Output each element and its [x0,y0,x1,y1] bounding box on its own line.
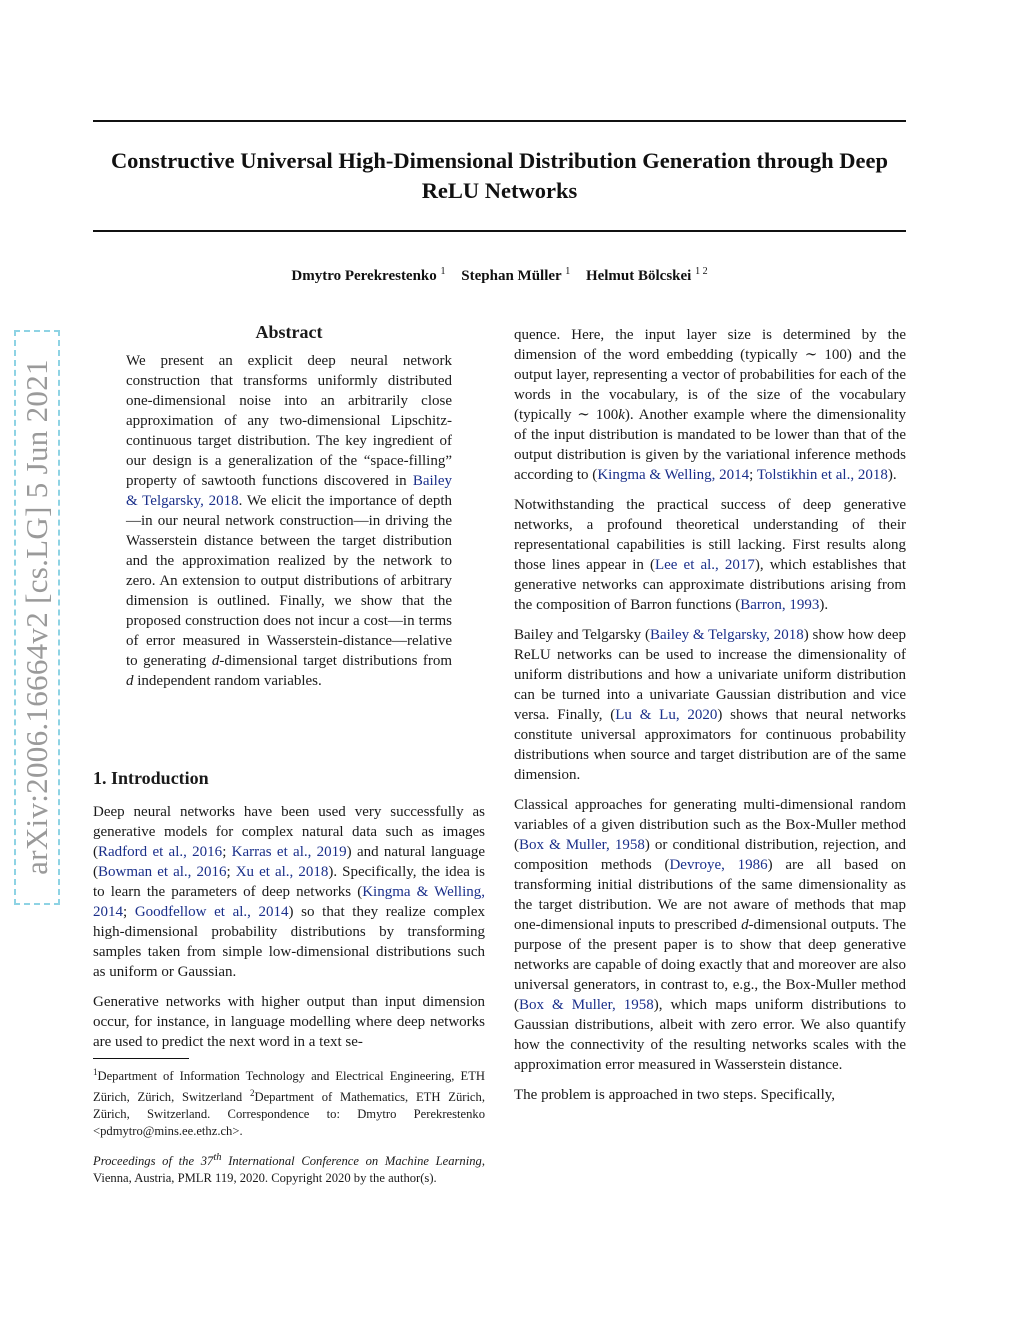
author-name: Dmytro Perekrestenko [291,268,437,284]
paragraph: The problem is approached in two steps. Specifically, [514,1087,836,1103]
footnote-affiliations: $^1$Department of Information Technology and Electrical Engineering, ETH Zürich, Zürich, Switzerland $^2$Department of Mathematics, ETH Zürich, Zürich, Switzerland. Correspondence to: Dmytro Perekrestenko <pdmytro@mins.ee.ethz.ch>. [93,1067,485,1139]
right-column-text [514,325,906,1115]
arxiv-identifier[interactable]: arXiv:2006.16664v2 [cs.LG] 5 Jun 2021 [19,359,54,875]
paragraph: Notwithstanding the practical success of deep generative networks, a profound theoretical understanding of their representational capabilities is still lacking. First results along those lines appear in (Lee et al., 2017), which establishes that generative networks can approximate distributions arising from the composition of Barron functions (Barron, 1993). [514,497,906,613]
proceedings-note: Proceedings of the 37th International Conference on Machine Learning, Vienna, Austria, PMLR 119, 2020. Copyright 2020 by the author(s). [93,1152,485,1186]
author-name: Stephan Müller [461,268,562,284]
abstract-heading: Abstract [255,322,323,342]
citation-link[interactable]: Bowman et al., 2016 [98,864,227,880]
citation-link[interactable]: Xu et al., 2018 [235,864,329,880]
citation-link[interactable]: Karras et al., 2019 [231,844,347,860]
citation-link[interactable]: Kingma & Welling, 2014 [93,884,485,920]
paper-title: Constructive Universal High-Dimensional Distribution Generation through Deep ReLU Networks [110,148,889,203]
citation-link[interactable]: Lu & Lu, 2020 [615,707,718,723]
introduction-text [93,802,485,1062]
footnote-rule [93,1058,189,1059]
author-affiliation: 1 [565,266,571,277]
paragraph: Deep neural networks have been used very successfully as generative models for complex natural data such as images (Radford et al., 2016; Karras et al., 2019) and natural language (Bowman et al., 2016; Xu et al., 2018). Specifically, the idea is to learn the parameters of deep networks (Kingma & Welling, 2014; Goodfellow et al., 2014) so that they realize complex high-dimensional probability distributions by transforming samples taken from simple low-dimensional distributions such as uniform or Gaussian. [93,804,486,980]
citation-link[interactable]: Barron, 1993 [740,597,820,613]
title-bottom-rule [93,230,906,232]
citation-link[interactable]: Bailey & Telgarsky, 2018 [126,473,452,509]
citation-link[interactable]: Box & Muller, 1958 [519,837,645,853]
citation-link[interactable]: Goodfellow et al., 2014 [134,904,289,920]
paragraph: Classical approaches for generating multi-dimensional random variables of a given distribution such as the Box-Muller method (Box & Muller, 1958) or conditional distribution, rejection, and composition methods (Devroye, 1986) are all based on transforming initial distributions of the same dimensionality as the target distribution. We are not aware of methods that map one-dimensional inputs to prescribed d-dimensional outputs. The purpose of the present paper is to show that deep generative networks are capable of doing exactly that and moreover are also universal generators, in contrast to, e.g., the Box-Muller method (Box & Muller, 1958), which maps uniform distributions to Gaussian distributions, albeit with zero error. We also quantify how the connectivity of the resulting networks scales with the approximation error measured in Wasserstein distance. [514,797,906,1073]
citation-link[interactable]: Radford et al., 2016 [98,844,223,860]
author-affiliation: 1 [440,266,446,277]
citation-link[interactable]: Kingma & Welling, 2014 [597,467,750,483]
author-name: Helmut Bölcskei [585,268,692,284]
math-variable: d [211,653,220,669]
citation-link[interactable]: Bailey & Telgarsky, 2018 [649,627,804,643]
paragraph: quence. Here, the input layer size is determined by the dimension of the word embedding (typically ∼ 100) and the output layer, representing a vector of probabilities for each of the words in the vocabulary, is of the size of the vocabulary (typically ∼ 100k). Another example where the dimensionality of the input distribution is mandated to be lower than that of the output distribution is given by the variational inference methods according to (Kingma & Welling, 2014; Tolstikhin et al., 2018). [514,327,906,483]
citation-link[interactable]: Tolstikhin et al., 2018 [756,467,888,483]
section-heading-introduction: 1. Introduction [93,768,209,788]
paragraph: Bailey and Telgarsky (Bailey & Telgarsky, 2018) show how deep ReLU networks can be used to increase the dimensionality of uniform distributions and how a univariate uniform distribution can be turned into a univariate Gaussian distribution and vice versa. Finally, (Lu & Lu, 2020) shows that neural networks constitute universal approximators for continuous probability distributions when source and target distribution are of the same dimension. [514,627,907,783]
math-variable: d [126,673,134,689]
citation-link[interactable]: Box & Muller, 1958 [519,997,654,1013]
citation-link[interactable]: Devroye, 1986 [669,857,768,873]
author-affiliation: 1 2 [695,266,708,277]
abstract-body: We present an explicit deep neural network construction that transforms uniformly distributed one-dimensional noise into an arbitrarily close approximation of any two-dimensional Lipschitz-continuous target distribution. The key ingredient of our design is a generalization of the “space-filling” property of sawtooth functions discovered in Bailey & Telgarsky, 2018. We elicit the importance of depth—in our neural network construction—in driving the Wasserstein distance between the target distribution and the approximation realized by the network to zero. An extension to output distributions of arbitrary dimension is outlined. Finally, we show that the proposed construction does not incur a cost—in terms of error measured in Wasserstein-distance—relative to generating d-dimensional target distributions from d independent random variables. [126,353,452,689]
title-top-rule [93,120,906,122]
citation-link[interactable]: Lee et al., 2017 [654,557,755,573]
author-list [93,266,906,285]
paragraph: Generative networks with higher output than input dimension occur, for instance, in language modelling where deep networks are used to predict the next word in a text se- [93,994,485,1050]
